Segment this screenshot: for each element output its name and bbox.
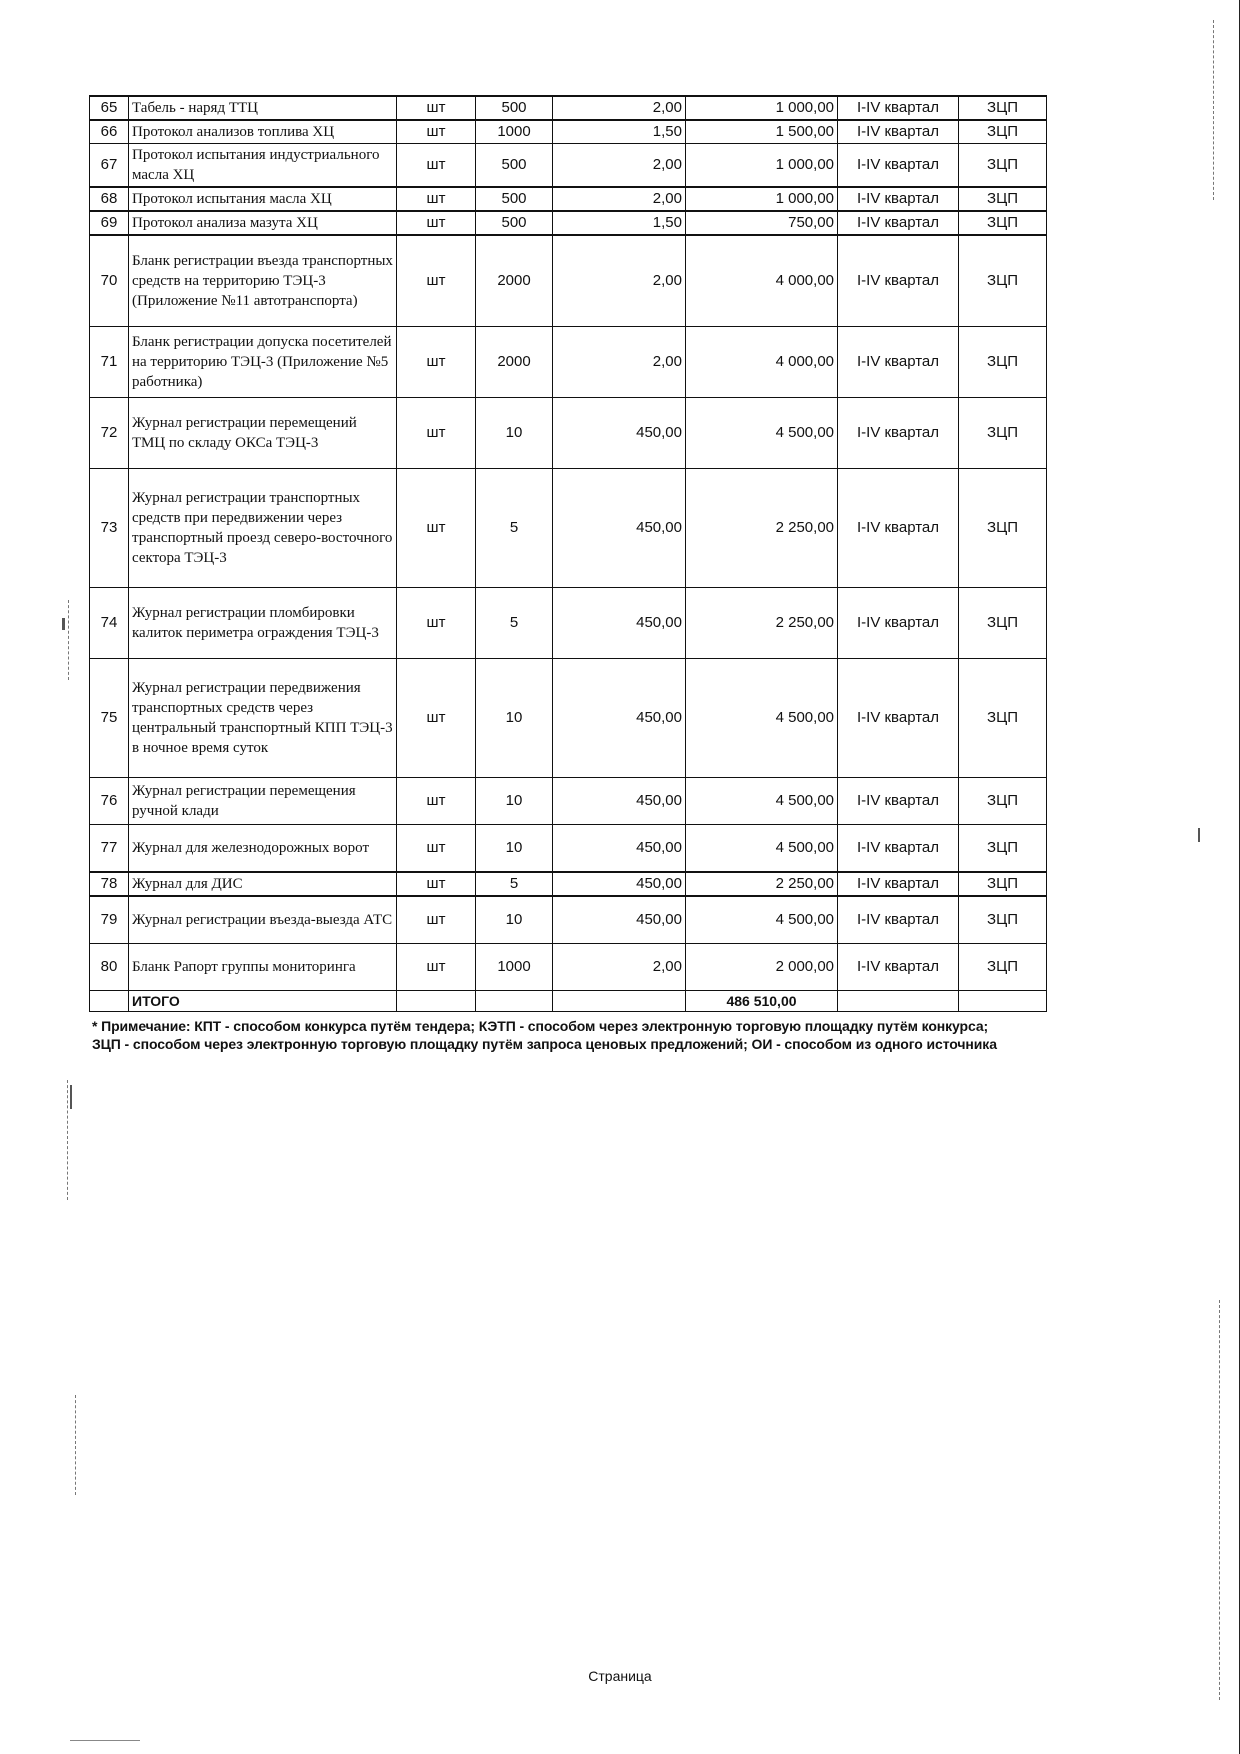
item-method: ЗЦП [959,872,1047,896]
item-unit: шт [397,96,476,120]
row-number: 80 [90,944,129,991]
item-method: ЗЦП [959,120,1047,144]
item-name: Журнал для ДИС [129,872,397,896]
item-period: I-IV квартал [838,211,959,235]
item-quantity: 500 [476,144,553,188]
row-number: 76 [90,778,129,825]
scan-speck [1198,828,1200,842]
table-row [90,96,1047,120]
table-row [90,327,1047,398]
total-sum: 486 510,00 [686,991,838,1012]
item-price: 2,00 [553,944,686,991]
item-unit: шт [397,398,476,469]
table-row [90,896,1047,944]
table-body [90,96,1047,991]
item-quantity: 10 [476,778,553,825]
item-sum: 750,00 [686,211,838,235]
item-unit: шт [397,659,476,778]
item-name: Журнал регистрации въезда-выезда АТС [129,896,397,944]
item-quantity: 10 [476,825,553,873]
item-period: I-IV квартал [838,469,959,588]
item-method: ЗЦП [959,659,1047,778]
item-unit: шт [397,187,476,211]
table-row [90,872,1047,896]
item-price: 1,50 [553,120,686,144]
item-method: ЗЦП [959,896,1047,944]
item-unit: шт [397,778,476,825]
item-method: ЗЦП [959,398,1047,469]
item-price: 450,00 [553,469,686,588]
scan-mark [67,1080,69,1200]
item-name: Журнал регистрации перемещений ТМЦ по складу ОКСа ТЭЦ-3 [129,398,397,469]
row-number: 74 [90,588,129,659]
item-period: I-IV квартал [838,659,959,778]
item-period: I-IV квартал [838,235,959,327]
item-sum: 4 500,00 [686,398,838,469]
item-period: I-IV квартал [838,398,959,469]
item-name: Бланк Рапорт группы мониторинга [129,944,397,991]
item-quantity: 500 [476,187,553,211]
item-method: ЗЦП [959,469,1047,588]
item-price: 2,00 [553,235,686,327]
scan-speck [62,618,65,630]
item-name: Бланк регистрации въезда транспортных средств на территорию ТЭЦ-3 (Приложение №11 автотранспорта) [129,235,397,327]
item-period: I-IV квартал [838,120,959,144]
item-period: I-IV квартал [838,825,959,873]
item-price: 450,00 [553,825,686,873]
row-number: 67 [90,144,129,188]
item-unit: шт [397,825,476,873]
item-price: 2,00 [553,144,686,188]
procurement-table [89,95,1047,1012]
item-price: 450,00 [553,588,686,659]
item-method: ЗЦП [959,144,1047,188]
item-quantity: 10 [476,896,553,944]
scan-mark [1219,1300,1221,1700]
total-empty-cell [838,991,959,1012]
table-row [90,588,1047,659]
item-period: I-IV квартал [838,872,959,896]
item-sum: 4 000,00 [686,327,838,398]
item-quantity: 10 [476,398,553,469]
table-row [90,235,1047,327]
item-price: 450,00 [553,398,686,469]
footnote: * Примечание: КПТ - способом конкурса путём тендера; КЭТП - способом через электронную торговую площадку путём конкурса; ЗЦП - способом через электронную торговую площадку путём запроса ценовых предложений; ОИ - способом из одного источника [92,1018,997,1052]
item-quantity: 5 [476,872,553,896]
table-row [90,187,1047,211]
item-period: I-IV квартал [838,944,959,991]
item-sum: 2 250,00 [686,872,838,896]
table-row [90,659,1047,778]
item-method: ЗЦП [959,211,1047,235]
item-sum: 1 000,00 [686,96,838,120]
item-quantity: 5 [476,469,553,588]
item-quantity: 500 [476,96,553,120]
item-name: Журнал для железнодорожных ворот [129,825,397,873]
row-number: 79 [90,896,129,944]
item-price: 450,00 [553,778,686,825]
scan-mark [1213,20,1215,200]
item-unit: шт [397,872,476,896]
item-name: Журнал регистрации передвижения транспортных средств через центральный транспортный КПП ТЭЦ-3 в ночное время суток [129,659,397,778]
scan-mark [68,600,70,680]
total-empty-cell [476,991,553,1012]
total-row [90,991,1047,1012]
item-unit: шт [397,235,476,327]
item-unit: шт [397,588,476,659]
item-method: ЗЦП [959,235,1047,327]
total-empty-cell [553,991,686,1012]
item-quantity: 5 [476,588,553,659]
scan-speck [70,1085,72,1109]
item-quantity: 500 [476,211,553,235]
item-unit: шт [397,120,476,144]
table-row [90,469,1047,588]
item-price: 2,00 [553,96,686,120]
item-sum: 2 250,00 [686,588,838,659]
item-quantity: 2000 [476,235,553,327]
total-label: ИТОГО [129,991,397,1012]
table-row [90,778,1047,825]
item-name: Протокол анализов топлива ХЦ [129,120,397,144]
item-unit: шт [397,469,476,588]
item-price: 450,00 [553,659,686,778]
item-sum: 1 000,00 [686,187,838,211]
item-quantity: 2000 [476,327,553,398]
item-price: 450,00 [553,896,686,944]
row-number: 73 [90,469,129,588]
item-sum: 4 500,00 [686,825,838,873]
row-number: 72 [90,398,129,469]
item-unit: шт [397,211,476,235]
total-num-cell [90,991,129,1012]
table-row [90,211,1047,235]
item-method: ЗЦП [959,96,1047,120]
item-sum: 2 250,00 [686,469,838,588]
item-name: Табель - наряд ТТЦ [129,96,397,120]
item-price: 2,00 [553,187,686,211]
row-number: 75 [90,659,129,778]
item-period: I-IV квартал [838,778,959,825]
item-price: 450,00 [553,872,686,896]
item-sum: 1 000,00 [686,144,838,188]
page-footer: Страница [588,1668,652,1684]
item-method: ЗЦП [959,327,1047,398]
item-method: ЗЦП [959,588,1047,659]
scan-speck [70,1740,140,1741]
item-unit: шт [397,944,476,991]
row-number: 77 [90,825,129,873]
total-empty-cell [397,991,476,1012]
item-name: Протокол анализа мазута ХЦ [129,211,397,235]
item-sum: 1 500,00 [686,120,838,144]
item-period: I-IV квартал [838,187,959,211]
item-method: ЗЦП [959,944,1047,991]
item-sum: 4 500,00 [686,659,838,778]
item-unit: шт [397,327,476,398]
item-name: Протокол испытания индустриального масла ХЦ [129,144,397,188]
item-name: Бланк регистрации допуска посетителей на территорию ТЭЦ-3 (Приложение №5 работника) [129,327,397,398]
item-period: I-IV квартал [838,588,959,659]
item-unit: шт [397,896,476,944]
item-quantity: 1000 [476,944,553,991]
item-quantity: 1000 [476,120,553,144]
row-number: 70 [90,235,129,327]
scan-mark [75,1395,77,1495]
row-number: 66 [90,120,129,144]
item-name: Журнал регистрации транспортных средств при передвижении через транспортный проезд северо-восточного сектора ТЭЦ-3 [129,469,397,588]
row-number: 71 [90,327,129,398]
item-method: ЗЦП [959,778,1047,825]
item-period: I-IV квартал [838,144,959,188]
item-period: I-IV квартал [838,896,959,944]
row-number: 69 [90,211,129,235]
table-row [90,398,1047,469]
item-price: 2,00 [553,327,686,398]
item-sum: 4 000,00 [686,235,838,327]
item-method: ЗЦП [959,825,1047,873]
item-sum: 2 000,00 [686,944,838,991]
item-name: Журнал регистрации перемещения ручной клади [129,778,397,825]
table-row [90,944,1047,991]
row-number: 65 [90,96,129,120]
table-row [90,825,1047,873]
item-sum: 4 500,00 [686,778,838,825]
total-empty-cell [959,991,1047,1012]
item-period: I-IV квартал [838,96,959,120]
item-unit: шт [397,144,476,188]
row-number: 68 [90,187,129,211]
item-name: Протокол испытания масла ХЦ [129,187,397,211]
item-name: Журнал регистрации пломбировки калиток периметра ограждения ТЭЦ-3 [129,588,397,659]
row-number: 78 [90,872,129,896]
item-quantity: 10 [476,659,553,778]
table-row [90,120,1047,144]
item-method: ЗЦП [959,187,1047,211]
table-row [90,144,1047,188]
item-price: 1,50 [553,211,686,235]
item-sum: 4 500,00 [686,896,838,944]
item-period: I-IV квартал [838,327,959,398]
